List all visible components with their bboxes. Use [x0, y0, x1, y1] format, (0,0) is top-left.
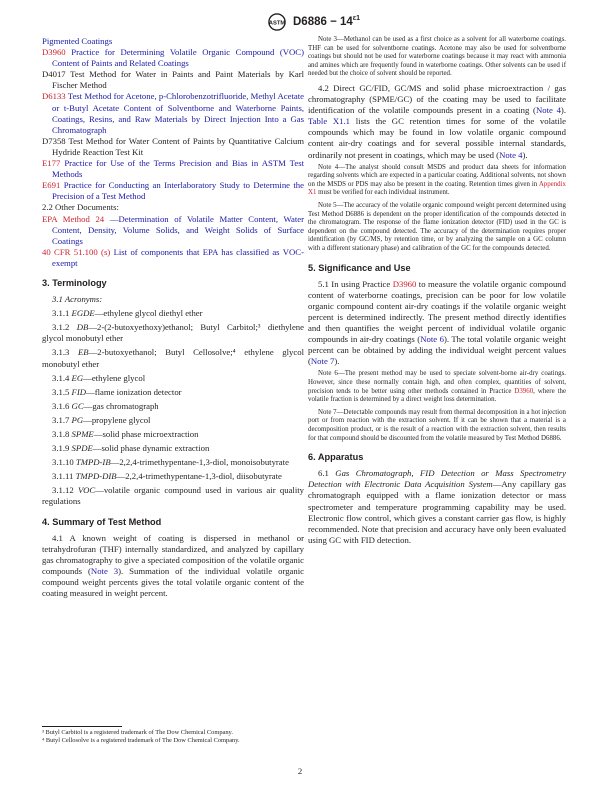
term-abbreviation: EG: [71, 372, 84, 383]
reference-code[interactable]: D6133: [42, 91, 66, 102]
other-document-item[interactable]: [42, 214, 304, 247]
term-number: 3.1.10: [52, 457, 74, 468]
terminology-item: [42, 485, 304, 507]
term-definition: —ethylene glycol: [83, 372, 146, 383]
note-3: Note 3—Methanol can be used as a first choice as a solvent for all waterborne coatings. THF can be used for solventborne coatings. Acetone may also be used for solventborne coatings but should not be used for waterborne coatings because it may react with ammonia and amines which are frequently found in waterborne coatings. Other solvents can be used if needed but the choice of solvent should be reported.: [308, 36, 566, 78]
reference-code[interactable]: E177: [42, 158, 61, 169]
appendix-x1-link[interactable]: Appendix X1: [308, 180, 566, 197]
svg-text:ASTM: ASTM: [268, 20, 286, 27]
term-abbreviation: TMPD-IB: [75, 457, 111, 468]
paragraph-6-1: 6.1 Gas Chromatograph, FID Detection or Mass Spectrometry Detection with Electronic Data Acquisition System—Any capillary gas chromatograph equipped with a flame ionization detector or mass spectrometer and temperature programming capability may be used. Electronic flow control, which gives a constant carrier gas flow, is highly recommended. Note that precision and accuracy have only been evaluated using GC with FID detection.: [308, 468, 567, 545]
terminology-item: [42, 347, 304, 369]
term-definition: —solid phase microextraction: [93, 429, 199, 439]
acronyms-label: 3.1 Acronyms:: [52, 294, 103, 305]
terminology-item: [42, 429, 304, 440]
reference-title[interactable]: Test Method for Acetone, p-Chlorobenzotrifluoride, Methyl Acetate or t-Butyl Acetate Content of Solventborne and Waterborne Paints, Coatings, Resins, and Raw Materials by Direct Injection Into a Gas Chromatograph: [52, 91, 304, 135]
terminology-item: [42, 387, 304, 398]
footnote-3: ³ Butyl Carbitol is a registered trademark of The Dow Chemical Company.: [42, 729, 233, 736]
other-document-title[interactable]: List of components that EPA has classified as VOC-exempt: [52, 246, 304, 268]
term-abbreviation: DB: [76, 322, 89, 333]
note-4-link[interactable]: Note 4: [535, 105, 561, 116]
reference-item[interactable]: [42, 69, 304, 91]
terminology-item: [42, 401, 304, 412]
left-column: [42, 36, 304, 602]
document-id: $D6886 - 14^{\varepsilon 1}$: [293, 15, 361, 28]
term-definition: —flame ionization detector: [86, 386, 182, 397]
note-5: Note 5—The accuracy of the volatile organic compound weight percent determined using Test Method D6886 is dependent on the proper identification of the compounds detected in the chromatogram. The response of the flame ionization detector (FID) used in the GC is dependent on the compound detected. The accuracy of the determination requires proper identification (by GC/MS, by retention time, or by analyzing the sample on a GC column with a different stationary phase) and calibration of the GC for the compounds detected.: [308, 202, 566, 252]
terminology-item: [42, 471, 304, 482]
other-document-item[interactable]: [42, 247, 304, 269]
term-number: 3.1.9: [52, 443, 70, 454]
term-number: 3.1.12: [52, 485, 74, 496]
reference-item[interactable]: [42, 158, 304, 180]
terminology-item: [42, 308, 304, 319]
reference-title[interactable]: Practice for Determining Volatile Organic Compound (VOC) Content of Paints and Related Coatings: [52, 47, 304, 69]
term-number: 3.1.6: [52, 400, 70, 411]
note-3-link[interactable]: Note 3: [90, 565, 119, 576]
reference-title[interactable]: Practice for Conducting an Interlaboratory Study to Determine the Precision of a Test Method: [52, 180, 305, 202]
term-definition: —2-butoxyethanol; Butyl Cellosolve;⁴ ethylene glycol monobutyl ether: [42, 347, 305, 369]
other-document-code[interactable]: 40 CFR 51.100 (s): [42, 246, 111, 257]
term-abbreviation: SPME: [71, 429, 94, 439]
term-number: 3.1.5: [52, 386, 70, 397]
term-definition: —2,2,4-trimethypentane-1,3-diol, diisobutyrate: [116, 471, 282, 482]
term-number: 3.1.7: [52, 414, 70, 425]
reference-item[interactable]: [42, 47, 304, 69]
summary-heading: 4. Summary of Test Method: [42, 516, 162, 527]
note-7-link[interactable]: Note 7: [310, 356, 335, 367]
note-4-link-2[interactable]: Note 4: [499, 149, 523, 160]
other-docs-heading: 2.2 Other Documents:: [42, 202, 119, 213]
note-6-link[interactable]: Note 6: [420, 334, 444, 345]
d3960-link[interactable]: D3960: [392, 278, 417, 289]
terminology-heading: 3. Terminology: [42, 277, 107, 288]
term-abbreviation: TMPD-DIB: [75, 471, 117, 482]
note-4: Note 4—The analyst should consult MSDS and product data sheets for information regarding solvents which are expected in a particular coating. Additional solvents, not shown on the MSDS or PDS may also be present in the coating. Retention times given in Appendix X1 must be verified for each individual instrument.: [308, 163, 566, 197]
footnotes: [42, 726, 304, 745]
term-number: 3.1.2: [52, 322, 70, 333]
term-abbreviation: VOC: [78, 485, 96, 496]
reference-list: [42, 36, 304, 202]
other-document-code[interactable]: EPA Method 24: [42, 213, 105, 224]
reference-title[interactable]: Pigmented Coatings: [42, 36, 113, 46]
reference-code[interactable]: E691: [42, 180, 61, 191]
term-definition: —volatile organic compound used in various air quality regulations: [42, 485, 305, 507]
term-number: 3.1.3: [52, 347, 70, 358]
right-column: [308, 36, 566, 549]
term-definition: —ethylene glycol diethyl ether: [94, 308, 203, 319]
reference-code[interactable]: D7358: [42, 135, 66, 146]
reference-code[interactable]: D4017: [42, 69, 66, 80]
table-x1-1-link[interactable]: Table X1.1: [308, 116, 351, 127]
term-abbreviation: PG: [71, 414, 84, 425]
term-definition: —propylene glycol: [83, 414, 151, 425]
term-definition: —gas chromatograph: [83, 400, 159, 411]
significance-heading: 5. Significance and Use: [308, 262, 411, 273]
footnote-divider: [42, 726, 122, 727]
term-abbreviation: EGDE: [71, 308, 95, 319]
term-abbreviation: SPDE: [71, 443, 93, 454]
terminology-item: [42, 415, 304, 426]
term-number: 3.1.8: [52, 429, 70, 439]
reference-title[interactable]: Practice for Use of the Terms Precision and Bias in ASTM Test Methods: [52, 158, 305, 180]
terminology-item: [42, 443, 304, 454]
reference-item[interactable]: [42, 136, 304, 158]
term-number: 3.1.1: [52, 308, 70, 319]
other-documents-list: [42, 214, 304, 269]
note-7: Note 7—Detectable compounds may result from thermal decomposition in a hot injection port or from reaction with the extraction solvent. If it can be shown that a material is a decomposition product, or is the result of a reaction with the extraction solvent, then results for that compound should be discounted from the volatile measured by Test Method D6886.: [308, 408, 566, 442]
term-abbreviation: FID: [71, 386, 87, 397]
term-number: 3.1.4: [52, 372, 70, 383]
reference-item[interactable]: [42, 36, 304, 47]
paragraph-5-1: 5.1 In using Practice D3960 to measure the volatile organic compound content of waterborne coatings, precision can be poor for low volatile organic compound content air-dry coatings if the volatile organic weight percent is determined indirectly. The present method directly identifies and then quantifies the weight percent of individual volatile organic compounds in air-dry coatings (Note 6). The total volatile organic weight percent can be obtained by adding the individual weight percent values (Note 7).: [308, 278, 566, 367]
d3960-link-2[interactable]: D3960: [514, 387, 534, 395]
reference-item[interactable]: [42, 180, 304, 202]
terminology-item: [42, 373, 304, 384]
paragraph-4-2: 4.2 Direct GC/FID, GC/MS and solid phase microextraction / gas chromatography (SPME/GC) of the coating may be used to facilitate identification of the volatile compounds present in a coating (Note 4). Table X1.1 lists the GC retention times for some of the volatile compounds which may be found in low volatile organic compound content air-dry coatings and for several possible internal standards, ordinarily not present in coatings, which may be used (Note 4).: [308, 82, 566, 160]
terminology-list: [42, 308, 304, 507]
term-definition: —2-(2-butoxyethoxy)ethanol; Butyl Carbitol;³ diethylene glycol monobutyl ether: [42, 322, 304, 344]
summary-paragraph: 4.1 A known weight of coating is dispersed in methanol or tetrahydrofuran (THF) internally standardized, and analyzed by capillary gas chromatography to give a speciated composition of the volatile organic compounds (Note 3). Summation of the individual volatile organic compound weight percents gives the total volatile organic content of the coating measured in weight percent.: [42, 532, 305, 599]
reference-code[interactable]: D3960: [42, 47, 66, 58]
term-definition: —solid phase dynamic extraction: [92, 443, 210, 454]
page-header: [0, 10, 600, 36]
terminology-item: [42, 457, 304, 468]
astm-logo-icon: [268, 13, 286, 31]
apparatus-heading: 6. Apparatus: [308, 452, 364, 463]
term-abbreviation: EB: [77, 347, 89, 358]
term-abbreviation: GC: [71, 400, 84, 411]
reference-item[interactable]: [42, 91, 304, 135]
term-definition: —2,2,4-trimethypentane-1,3-diol, monoisobutyrate: [110, 457, 289, 468]
other-document-title[interactable]: —Determination of Volatile Matter Content, Water Content, Density, Volume Solids, and Weight Solids of Surface Coatings: [52, 213, 304, 246]
note-6: Note 6—The present method may be used to speciate solvent-borne air-dry coatings. However, since these normally contain high, and often complex, quantities of solvent, precision tends to be better using other methods contained in Practice D3960, where the volatile fraction is determined by a direct weight loss determination.: [308, 370, 566, 404]
footnote-4: ⁴ Butyl Cellosolve is a registered trademark of The Dow Chemical Company.: [42, 737, 240, 744]
reference-title[interactable]: Test Method for Water in Paints and Paint Materials by Karl Fischer Method: [52, 69, 305, 91]
term-number: 3.1.11: [52, 471, 74, 482]
reference-title[interactable]: Test Method for Water Content of Paints by Quantitative Calcium Hydride Reaction Test Kit: [52, 135, 305, 157]
terminology-item: [42, 322, 304, 344]
page-number: 2: [297, 766, 303, 776]
